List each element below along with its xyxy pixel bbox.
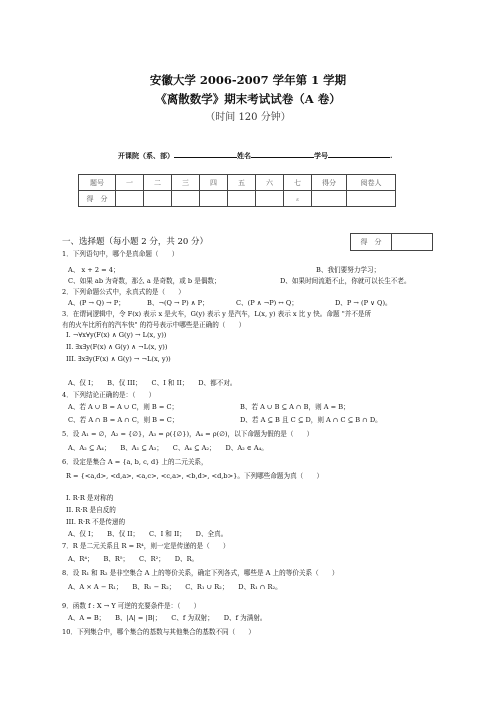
col-grader: 阅卷人	[347, 175, 396, 191]
college-label: 开课院（系、部）	[118, 151, 174, 160]
college-blank[interactable]	[174, 149, 237, 158]
q4-option-d: D、若 A ⊆ B 且 C ⊆ D，则 A ∩ C ⊆ B ∩ D。	[240, 416, 382, 424]
question-6-stem: 6．设定是集合 A = {a, b, c, d} 上的二元关系，	[62, 458, 208, 466]
score-table	[78, 174, 396, 207]
id-label: 学号	[314, 151, 328, 160]
question-9-stem: 9．函数 f : X → Y 可逆的充要条件是：（ ）	[62, 602, 201, 610]
q6-relation: R = {<a,d>, <d,a>, <a,c>, <c,a>, <b,d>, <d,b>}。下列哪些命题为真（ ）	[66, 472, 324, 480]
exam-title: 安徽大学 2006-2007 学年第 1 学期	[149, 73, 347, 87]
question-3-stem-cont: 有的火车比所有的汽车快" 的符号表示中哪些是正确的（ ）	[62, 321, 246, 329]
q5-options: A、A₂ ⊆ A₄； B、A₁ ⊆ A₃； C、A₄ ⊆ A₂； D、A₂ ∈ A₄。	[68, 444, 268, 452]
q3-options: A、仅 I； B、仅 III； C、I 和 II； D、都不对。	[68, 379, 237, 387]
q2-option-b: B、¬(Q → P) ∧ P；	[147, 299, 209, 307]
score-cell[interactable]	[172, 191, 200, 207]
q9-options: A、A = B； B、|A| = |B|； C、f 为双射； D、f 为满射。	[68, 614, 267, 622]
question-8-stem: 8．设 R₁ 和 R₂ 是非空集合 A 上的等价关系，确定下列各式，哪些是 A 上的等价关系（ ）	[62, 569, 339, 577]
q2-option-c: C、(P ∧ ¬P) ↔ Q；	[236, 299, 298, 307]
exam-duration: （时间 120 分钟）	[205, 112, 291, 123]
q6-statement-ii: II. R·R 是自反的	[66, 506, 116, 514]
question-10-stem: 10．下列集合中，哪个集合的基数与其他集合的基数不同（ ）	[62, 628, 256, 636]
q2-option-d: D、P → (P ∨ Q)。	[335, 299, 392, 307]
section-score-label: 得 分	[351, 234, 392, 251]
q6-statement-i: I. R·R 是对称的	[66, 494, 114, 502]
score-table-score-row	[79, 191, 396, 207]
q4-option-a: A、若 A ∪ B = A ∪ C，则 B = C；	[68, 403, 179, 411]
col-4: 四	[200, 175, 228, 191]
question-1-stem: 1．下列语句中，哪个是真命题（ ）	[62, 250, 179, 258]
question-number-label: 题号	[79, 175, 116, 191]
question-5-stem: 5．设 A₁ = ∅，A₂ = {∅}，A₃ = ρ({∅})，A₄ = ρ(∅)，以下命题为假的是（ ）	[62, 430, 314, 438]
score-cell[interactable]	[200, 191, 228, 207]
score-label: 得 分	[79, 191, 116, 207]
q1-option-b: B、我们要努力学习；	[316, 266, 381, 274]
id-blank[interactable]	[328, 149, 390, 158]
q3-statement-iii: III. ∃x∃y(F(x) ∧ G(y) → ¬L(x, y))	[66, 355, 171, 363]
score-cell[interactable]	[144, 191, 172, 207]
section-score-cell[interactable]	[392, 234, 433, 251]
col-total: 得分	[312, 175, 347, 191]
q3-statement-ii: II. ∃x∃y(F(x) ∧ G(y) ∧ ¬L(x, y))	[66, 343, 168, 351]
score-cell[interactable]	[228, 191, 256, 207]
name-label: 姓名	[237, 151, 251, 160]
score-cell[interactable]	[116, 191, 144, 207]
col-7: 七	[284, 175, 312, 191]
q4-option-c: C、若 A ∩ B = A ∩ C，则 B = C；	[68, 416, 179, 424]
student-info-line: 开课院（系、部） 姓名 学号 .	[118, 151, 393, 160]
score-table-header-row	[79, 175, 396, 191]
score-cell[interactable]	[284, 191, 312, 207]
question-7-stem: 7．R 是二元关系且 R = R⁴，则一定是传递的是（ ）	[62, 542, 230, 550]
col-1: 一	[116, 175, 144, 191]
score-cell[interactable]	[347, 191, 396, 207]
q1-option-a: A、 x + 2 = 4；	[68, 266, 120, 274]
q7-options: A、R⁴； B、R⁵； C、R²； D、R。	[68, 555, 199, 563]
q3-statement-i: I. ¬∀x∀y(F(x) ∧ G(y) → L(x, y))	[66, 331, 167, 339]
tiny-mark: ε	[296, 196, 299, 203]
q6-options: A、仅 I； B、仅 II； C、I 和 II； D、全真。	[68, 530, 228, 538]
question-2-stem: 2．下列命题公式中，永真式的是（ ）	[62, 288, 185, 296]
section-title: 一、选择题（每小题 2 分，共 20 分）	[62, 237, 209, 247]
q1-option-c: C、如果 ab 为奇数，那么 a 是奇数，或 b 是偶数；	[68, 277, 221, 285]
col-6: 六	[256, 175, 284, 191]
q2-option-a: A、(P → Q) → P；	[68, 299, 125, 307]
q8-options: A、A × A − R₁； B、R₁ − R₂； C、R₁ ∪ R₂； D、R₁ ∩ R₂。	[68, 583, 282, 591]
score-cell[interactable]	[256, 191, 284, 207]
score-cell[interactable]	[312, 191, 347, 207]
q6-statement-iii: III. R·R 不是传递的	[66, 518, 126, 526]
col-2: 二	[144, 175, 172, 191]
q4-option-b: B、若 A ∪ B ⊆ A ∩ B，则 A = B；	[240, 403, 350, 411]
section-score-box	[350, 233, 433, 251]
name-blank[interactable]	[251, 149, 314, 158]
col-5: 五	[228, 175, 256, 191]
question-4-stem: 4．下列结论正确的是：（ ）	[62, 391, 156, 399]
col-3: 三	[172, 175, 200, 191]
q1-option-d: D、如果时间流逝不止，你就可以长生不老。	[280, 277, 411, 285]
question-3-stem: 3．在谓词逻辑中，令 F(x) 表示 x 是火车，G(y) 表示 y 是汽车，L(x, y) 表示 x 比 y 快。命题 "并不是所	[62, 310, 372, 318]
exam-subtitle: 《离散数学》期末考试试卷（A 卷）	[155, 92, 341, 106]
